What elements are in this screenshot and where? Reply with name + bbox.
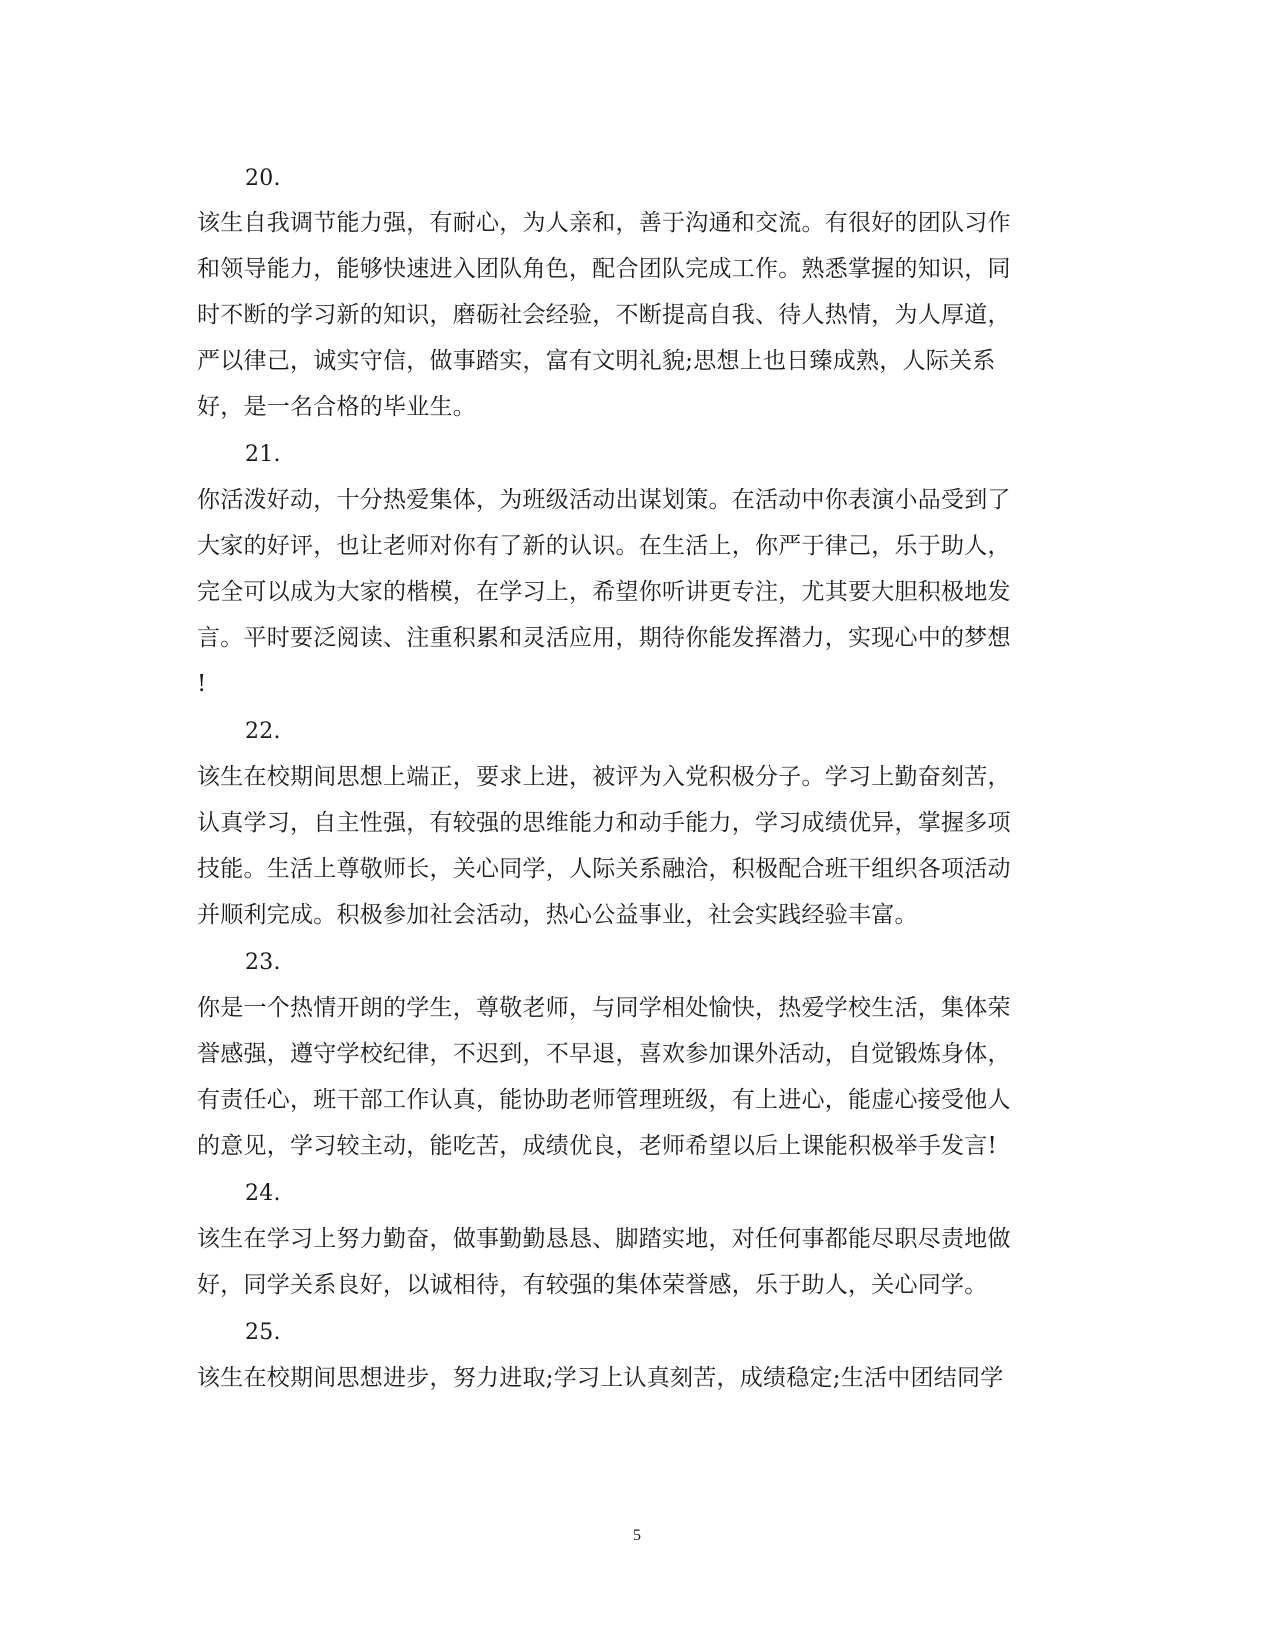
entry-line: 有责任心，班干部工作认真，能协助老师管理班级，有上进心，能虚心接受他人 [197, 1087, 1011, 1113]
entry-number: 21. [245, 442, 281, 467]
entry-line: 和领导能力，能够快速进入团队角色，配合团队完成工作。熟悉掌握的知识，同 [197, 256, 1011, 282]
entry-line: 言。平时要泛阅读、注重积累和灵活应用，期待你能发挥潜力，实现心中的梦想 [197, 625, 1011, 651]
entry-line: 该生在校期间思想上端正，要求上进，被评为入党积极分子。学习上勤奋刻苦， [197, 764, 1011, 790]
entry-line: 该生在校期间思想进步，努力进取;学习上认真刻苦，成绩稳定;生活中团结同学 [197, 1365, 1004, 1391]
entry-line: 好，是一名合格的毕业生。 [197, 394, 476, 420]
entry-line: 你活泼好动，十分热爱集体，为班级活动出谋划策。在活动中你表演小品受到了 [197, 487, 1011, 513]
entry-number: 24. [245, 1181, 281, 1206]
page-number: 5 [633, 1527, 641, 1544]
entry-line: ! [197, 671, 207, 697]
entry-line: 完全可以成为大家的楷模，在学习上，希望你听讲更专注，尤其要大胆积极地发 [197, 579, 1011, 605]
entry-line: 并顺利完成。积极参加社会活动，热心公益事业，社会实践经验丰富。 [197, 902, 918, 928]
entry-number: 22. [245, 719, 281, 744]
entry-number: 23. [245, 950, 281, 975]
entry-line: 技能。生活上尊敬师长，关心同学，人际关系融洽，积极配合班干组织各项活动 [197, 856, 1011, 882]
entry-line: 你是一个热情开朗的学生，尊敬老师，与同学相处愉快，热爱学校生活，集体荣 [197, 995, 1011, 1021]
entry-line: 的意见，学习较主动，能吃苦，成绩优良，老师希望以后上课能积极举手发言! [197, 1133, 997, 1159]
entry-line: 大家的好评，也让老师对你有了新的认识。在生活上，你严于律己，乐于助人， [197, 533, 1011, 559]
entry-line: 认真学习，自主性强，有较强的思维能力和动手能力，学习成绩优异，掌握多项 [197, 810, 1011, 836]
entry-line: 该生自我调节能力强，有耐心，为人亲和，善于沟通和交流。有很好的团队习作 [197, 210, 1011, 236]
entry-line: 严以律己，诚实守信，做事踏实，富有文明礼貌;思想上也日臻成熟，人际关系 [197, 348, 996, 374]
entry-number: 20. [245, 166, 281, 191]
entry-number: 25. [245, 1320, 281, 1345]
entry-line: 该生在学习上努力勤奋，做事勤勤恳恳、脚踏实地，对任何事都能尽职尽责地做 [197, 1226, 1011, 1252]
entry-line: 誉感强，遵守学校纪律，不迟到，不早退，喜欢参加课外活动，自觉锻炼身体， [197, 1041, 1011, 1067]
entry-line: 好，同学关系良好，以诚相待，有较强的集体荣誉感，乐于助人，关心同学。 [197, 1272, 988, 1298]
entry-line: 时不断的学习新的知识，磨砺社会经验，不断提高自我、待人热情，为人厚道， [197, 302, 1011, 328]
